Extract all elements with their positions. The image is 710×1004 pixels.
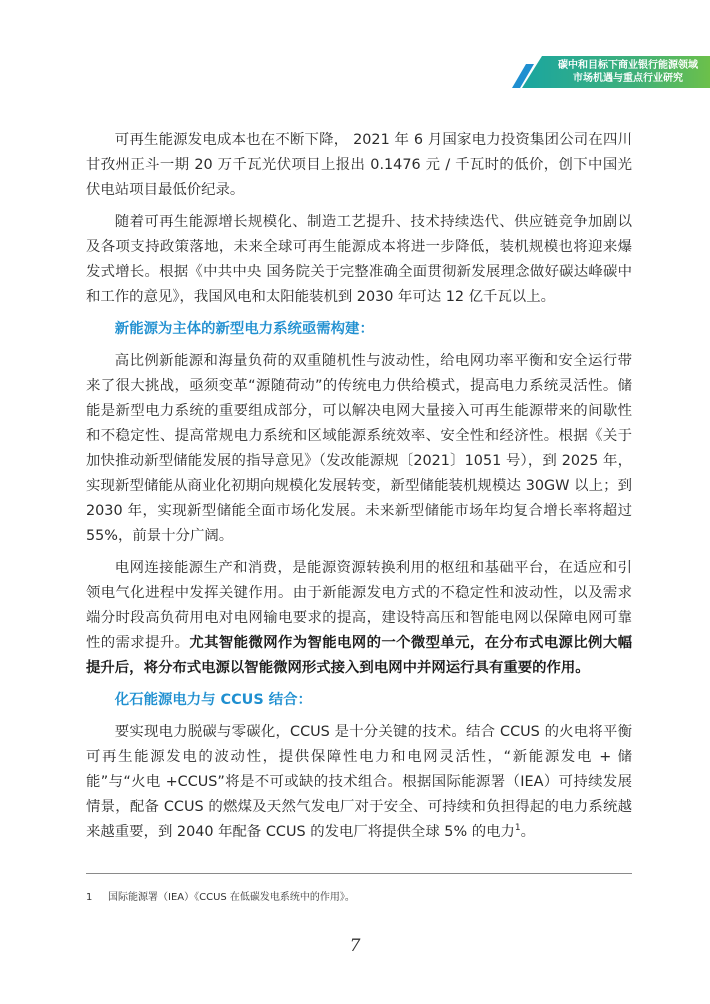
- heading-new-power-system: 新能源为主体的新型电力系统亟需构建：: [114, 321, 374, 337]
- footnote-ref: 1: [514, 823, 521, 834]
- paragraph-energy-storage: 高比例新能源和海量负荷的双重随机性与波动性，给电网功率平衡和安全运行带来了很大挑战，亟须变革“源随荷动”的传统电力供给模式，提高电力系统灵活性。储能是新型电力系统的重要组成部分，可以解决电网大量接入可再生能源带来的间歇性和不稳定性、提高常规电力系统和区域能源系统效率、安全性和经济性。根据《关于加快推动新型储能发展的指导意见》（发改能源规〔2021〕1051 号），到 2025 年，实现新型储能从商业化初期向规模化发展转变，新型储能装机规模达 30GW 以上；到 2030 年，实现新型储能全面市场化发展。未来新型储能市场年均复合增长率将超过 55%，前景十分广阔。: [86, 353, 632, 544]
- paragraph-ccus-end: 。: [520, 824, 536, 840]
- main-content: [86, 128, 632, 852]
- footnote-divider: [86, 873, 632, 874]
- page-number: 7: [349, 936, 361, 956]
- paragraph-solar-cost: 可再生能源发电成本也在不断下降， 2021 年 6 月国家电力投资集团公司在四川甘孜州正斗一期 20 万千瓦光伏项目上报出 0.1476 元 / 千瓦时的低价，创下中国光伏电站项目最低价纪录。: [86, 132, 632, 198]
- footnote-number: 1: [86, 892, 93, 903]
- header-title-line1: 碳中和目标下商业银行能源领域: [558, 60, 698, 71]
- footnote: [86, 888, 355, 903]
- header-title: [552, 59, 704, 85]
- paragraph-ccus: [86, 720, 632, 845]
- header-title-line2: 市场机遇与重点行业研究: [573, 73, 683, 84]
- paragraph-ccus-text: 要实现电力脱碳与零碳化，CCUS 是十分关键的技术。结合 CCUS 的火电将平衡可再生能源发电的波动性，提供保障性电力和电网灵活性，“新能源发电 + 储能”与“火电 +CCUS”将是不可或缺的技术组合。根据国际能源署（IEA）可持续发展情景，配备 CCUS 的燃煤及天然气发电厂对于安全、可持续和负担得起的电力系统越来越重要，到 2040 年配备 CCUS 的发电厂将提供全球 5% 的电力: [86, 724, 632, 840]
- paragraph-smart-grid: [86, 556, 632, 681]
- footnote-text: 国际能源署（IEA）《CCUS 在低碳发电系统中的作用》。: [108, 892, 355, 903]
- paragraph-smart-grid-text: 电网连接能源生产和消费，是能源资源转换利用的枢纽和基础平台，在适应和引领电气化进程中发挥关键作用。由于新能源发电方式的不稳定性和波动性，以及需求端分时段高负荷用电对电网输电要求的提高，建设特高压和智能电网以保障电网可靠性的需求提升。: [86, 560, 632, 651]
- header-banner: [512, 56, 710, 88]
- paragraph-smart-grid-bold: 尤其智能微网作为智能电网的一个微型单元，在分布式电源比例大幅提升后，将分布式电源以智能微网形式接入到电网中并网运行具有重要的作用。: [86, 635, 632, 676]
- heading-fossil-ccus: 化石能源电力与 CCUS 结合：: [114, 692, 312, 708]
- paragraph-renewable-growth: 随着可再生能源增长规模化、制造工艺提升、技术持续迭代、供应链竞争加剧以及各项支持政策落地，未来全球可再生能源成本将进一步降低，装机规模也将迎来爆发式增长。根据《中共中央 国务院关于完整准确全面贯彻新发展理念做好碳达峰碳中和工作的意见》，我国风电和太阳能装机到 2030 年可达 12 亿千瓦以上。: [86, 214, 632, 305]
